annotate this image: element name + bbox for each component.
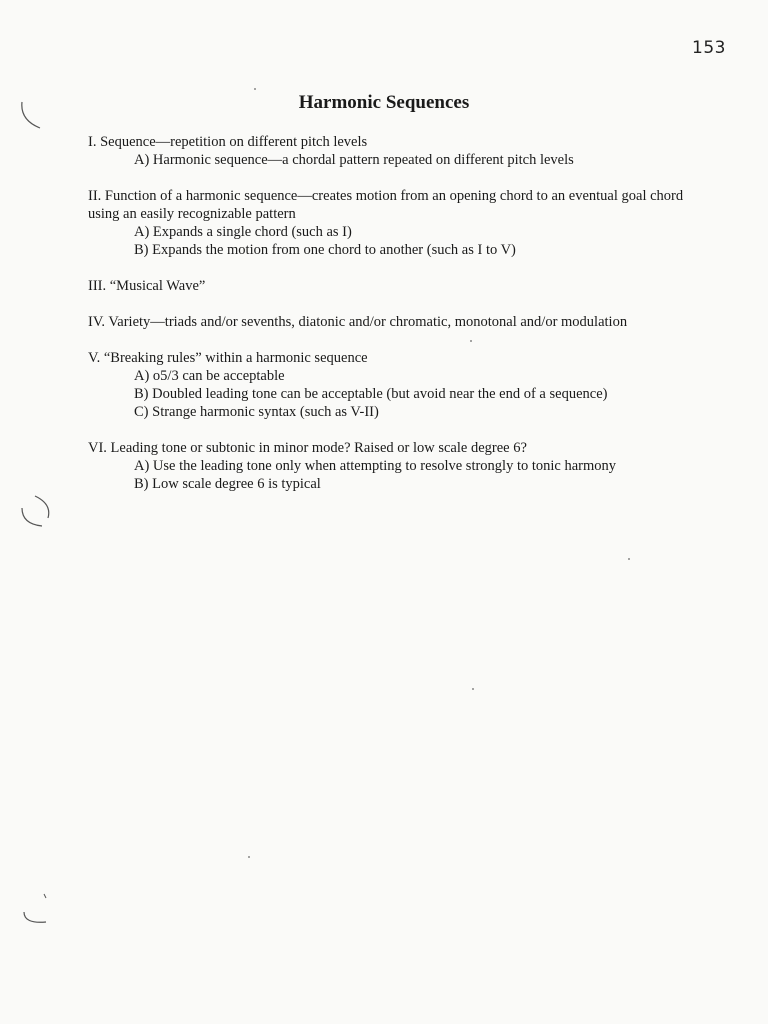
scan-speck <box>248 856 250 858</box>
scan-speck <box>254 88 256 90</box>
outline-section-4 <box>88 313 688 331</box>
section-heading: VI. Leading tone or subtonic in minor mode? Raised or low scale degree 6? <box>88 440 527 456</box>
punch-hole-middle <box>0 490 60 540</box>
section-item: A) o5/3 can be acceptable <box>134 368 285 384</box>
section-item: A) Use the leading tone only when attempting to resolve strongly to tonic harmony <box>134 458 617 474</box>
scan-speck <box>628 558 630 560</box>
outline-section-2 <box>88 187 688 259</box>
section-item: A) Expands a single chord (such as I) <box>134 224 352 240</box>
outline-section-1 <box>88 133 688 169</box>
section-item: B) Low scale degree 6 is typical <box>134 476 321 492</box>
section-heading: IV. Variety—triads and/or sevenths, diatonic and/or chromatic, monotonal and/or modulation <box>88 314 628 330</box>
outline-section-5 <box>88 349 688 421</box>
section-item: B) Doubled leading tone can be acceptable (but avoid near the end of a sequence) <box>134 386 608 402</box>
section-heading: III. “Musical Wave” <box>88 278 206 294</box>
section-heading: II. Function of a harmonic sequence—creates motion from an opening chord to an eventual goal chord using an easily recognizable pattern <box>88 188 684 222</box>
section-item: B) Expands the motion from one chord to another (such as I to V) <box>134 242 516 258</box>
section-item: C) Strange harmonic syntax (such as V-II) <box>134 404 379 420</box>
page-title: Harmonic Sequences <box>298 92 470 113</box>
section-item: A) Harmonic sequence—a chordal pattern repeated on different pitch levels <box>134 152 574 168</box>
scan-speck <box>472 688 474 690</box>
handwritten-page-number: 153 <box>692 38 726 58</box>
punch-hole-bottom <box>0 890 60 940</box>
section-heading: V. “Breaking rules” within a harmonic sequence <box>88 350 368 366</box>
outline-section-6 <box>88 439 688 493</box>
section-heading: I. Sequence—repetition on different pitch levels <box>88 134 368 150</box>
outline-section-3 <box>88 277 688 295</box>
outline-content <box>88 133 688 511</box>
